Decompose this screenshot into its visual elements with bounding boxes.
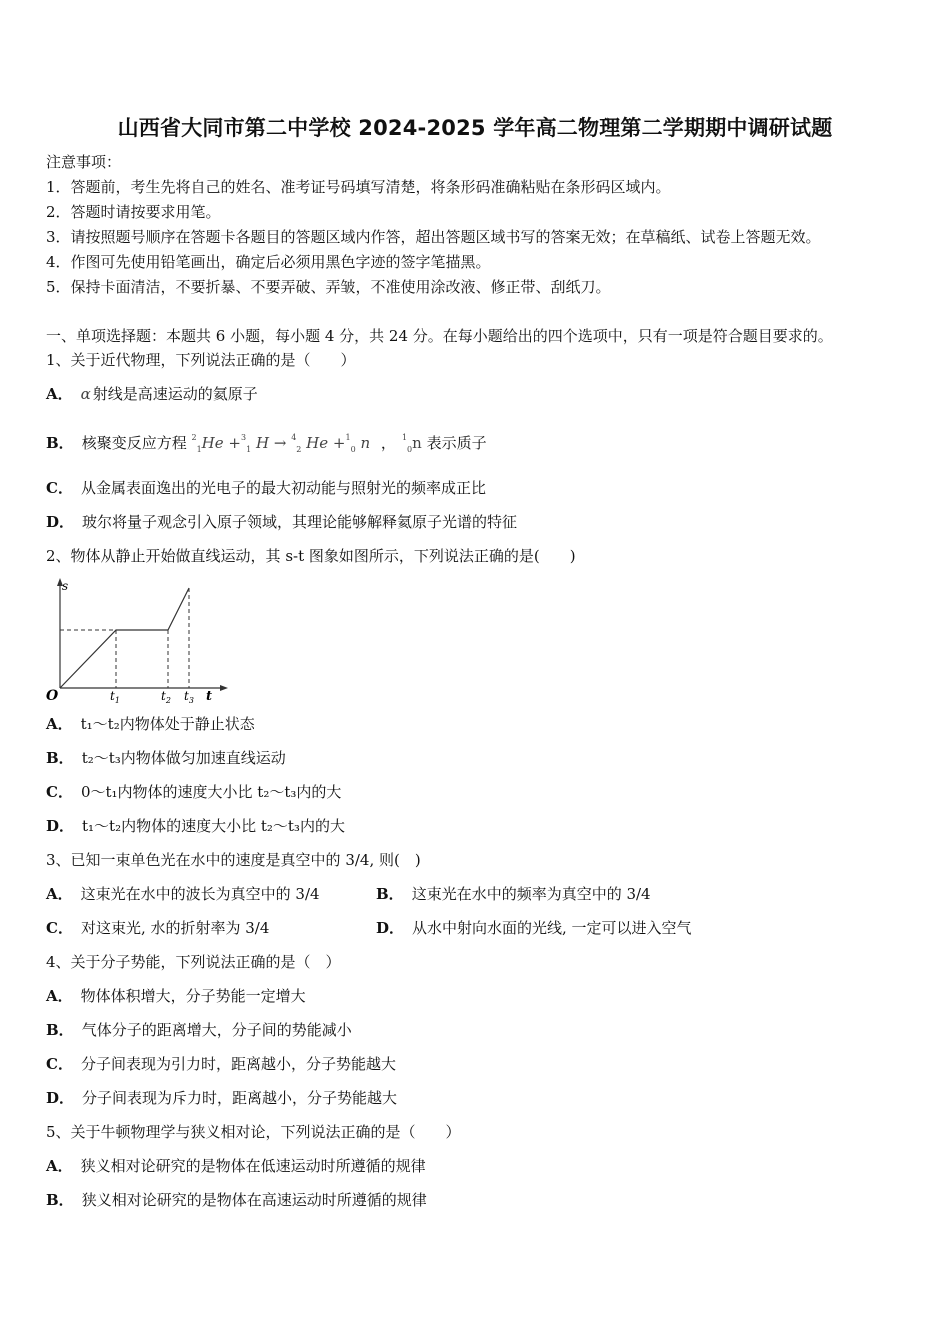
option-label: B． (46, 749, 74, 767)
q2-option-d (46, 816, 345, 836)
x-axis-label: t (206, 689, 213, 704)
option-label: B． (46, 434, 74, 452)
option-text: 物体体积增大，分子势能一定增大 (80, 987, 306, 1005)
option-label: C． (46, 783, 73, 801)
s-t-graph (40, 576, 240, 704)
option-text: 对这束光, 水的折射率为 3/4 (80, 919, 270, 937)
nuclide-symbol: He (201, 434, 224, 452)
atomic-number: 1 (196, 445, 202, 454)
option-text: 0～t₁内物体的速度大小比 t₂～t₃内的大 (80, 783, 342, 801)
notice-item: 1．答题前，考生先将自己的姓名、准考证号码填写清楚，将条形码准确粘贴在条形码区域内。 (46, 178, 671, 196)
q4-option-b (46, 1020, 352, 1040)
q2-option-b (46, 748, 286, 768)
option-label: C． (46, 479, 73, 497)
option-text: 分子间表现为引力时，距离越小，分子势能越大 (80, 1055, 396, 1073)
notice-heading: 注意事项： (46, 153, 122, 171)
option-label: D． (46, 817, 75, 835)
option-label: A． (46, 987, 73, 1005)
option-label: A． (46, 885, 73, 903)
neutron-symbol (402, 434, 422, 452)
question-5-stem: 5、关于牛顿物理学与狭义相对论，下列说法正确的是（ ） (46, 1123, 461, 1141)
atomic-number: 0 (407, 445, 413, 454)
option-text: t₁～t₂内物体处于静止状态 (80, 715, 255, 733)
q1-option-d (46, 512, 517, 532)
tick-var: t (161, 689, 166, 703)
mass-number: 3 (241, 433, 247, 442)
option-text: 这束光在水中的波长为真空中的 3/4 (80, 885, 320, 903)
y-axis-label: s (62, 579, 69, 593)
q3-option-a (46, 884, 320, 904)
fusion-equation (187, 434, 375, 452)
option-text: 从金属表面逸出的光电子的最大初动能与照射光的频率成正比 (80, 479, 486, 497)
option-text: 这束光在水中的频率为真空中的 3/4 (411, 885, 651, 903)
mass-number: 1 (345, 433, 351, 442)
option-text: 核聚变反应方程 (81, 434, 187, 452)
question-2-stem: 2、物体从静止开始做直线运动，其 s-t 图象如图所示，下列说法正确的是( ) (46, 547, 576, 565)
tick-var: t (110, 689, 115, 703)
option-text: t₂～t₃内物体做匀加速直线运动 (81, 749, 286, 767)
option-label: D． (46, 513, 75, 531)
q5-option-a (46, 1156, 426, 1176)
notice-item: 4．作图可先使用铅笔画出，确定后必须用黑色字迹的签字笔描黑。 (46, 253, 491, 271)
alpha-symbol: α (80, 385, 91, 403)
origin-label: O (46, 688, 59, 704)
question-3-stem: 3、已知一束单色光在水中的速度是真空中的 3/4, 则( ) (46, 851, 421, 869)
tick-label-t1 (110, 689, 120, 704)
question-1-stem: 1、关于近代物理，下列说法正确的是（ ） (46, 351, 356, 369)
option-label: D． (46, 1089, 75, 1107)
q3-option-d (376, 918, 692, 938)
option-text: ， (380, 434, 396, 452)
q2-option-c (46, 782, 341, 802)
tick-sub: 2 (165, 696, 171, 704)
option-text: 玻尔将量子观念引入原子领域，其理论能够解释氦原子光谱的特征 (82, 513, 518, 531)
option-text: 气体分子的距离增大，分子间的势能减小 (81, 1021, 352, 1039)
notice-item: 5．保持卡面清洁，不要折暴、不要弄破、弄皱，不准使用涂改液、修正带、刮纸刀。 (46, 278, 611, 296)
notice-item: 3．请按照题号顺序在答题卡各题目的答题区域内作答，超出答题区域书写的答案无效；在草稿纸、试卷上答题无效。 (46, 228, 821, 246)
q1-option-b (46, 428, 487, 460)
mass-number: 4 (291, 433, 297, 442)
s-t-curve (60, 588, 189, 688)
q2-option-a (46, 714, 255, 734)
mass-number: 2 (191, 433, 197, 442)
option-text: 分子间表现为斥力时，距离越小，分子势能越大 (82, 1089, 398, 1107)
option-label: A． (46, 1157, 73, 1175)
option-label: A． (46, 385, 73, 403)
option-text: 狭义相对论研究的是物体在高速运动时所遵循的规律 (81, 1191, 427, 1209)
tick-sub: 3 (188, 696, 194, 704)
q4-option-d (46, 1088, 397, 1108)
option-label: B． (46, 1021, 74, 1039)
option-label: C． (46, 1055, 73, 1073)
tick-label-t3 (184, 689, 194, 704)
option-text: t₁～t₂内物体的速度大小比 t₂～t₃内的大 (82, 817, 345, 835)
page-title: 山西省大同市第二中学校 2024-2025 学年高二物理第二学期期中调研试题 (117, 116, 833, 140)
tick-var: t (184, 689, 189, 703)
tick-sub: 1 (114, 696, 120, 704)
q3-option-c (46, 918, 269, 938)
plus-sign: + (228, 434, 241, 452)
option-text: 狭义相对论研究的是物体在低速运动时所遵循的规律 (80, 1157, 426, 1175)
option-label: D． (376, 919, 405, 937)
option-label: C． (46, 919, 73, 937)
option-text: 射线是高速运动的氦原子 (92, 385, 258, 403)
atomic-number: 2 (296, 445, 302, 454)
option-label: A． (46, 715, 73, 733)
q1-option-c (46, 478, 486, 498)
option-label: B． (376, 885, 404, 903)
q5-option-b (46, 1190, 427, 1210)
nuclide-symbol: n (412, 434, 422, 452)
notice-item: 2．答题时请按要求用笔。 (46, 203, 221, 221)
option-label: B． (46, 1191, 74, 1209)
x-axis-arrow-icon (220, 685, 228, 691)
plus-sign: + (332, 434, 346, 452)
q3-option-b (376, 884, 651, 904)
mass-number: 1 (401, 433, 408, 442)
nuclide-symbol: H (255, 434, 270, 452)
option-text: 表示质子 (426, 434, 487, 452)
atomic-number: 1 (246, 445, 252, 454)
question-4-stem: 4、关于分子势能，下列说法正确的是（ ） (46, 953, 341, 971)
section-heading: 一、单项选择题：本题共 6 小题，每小题 4 分，共 24 分。在每小题给出的四个选项中，只有一项是符合题目要求的。 (46, 327, 833, 345)
nuclide-symbol: He (306, 434, 329, 452)
option-text: 从水中射向水面的光线, 一定可以进入空气 (412, 919, 692, 937)
q1-option-a (46, 384, 258, 404)
nuclide-symbol: n (360, 434, 371, 452)
tick-label-t2 (161, 689, 171, 704)
atomic-number: 0 (350, 445, 356, 454)
q4-option-a (46, 986, 306, 1006)
arrow-icon: → (273, 434, 287, 452)
q4-option-c (46, 1054, 396, 1074)
